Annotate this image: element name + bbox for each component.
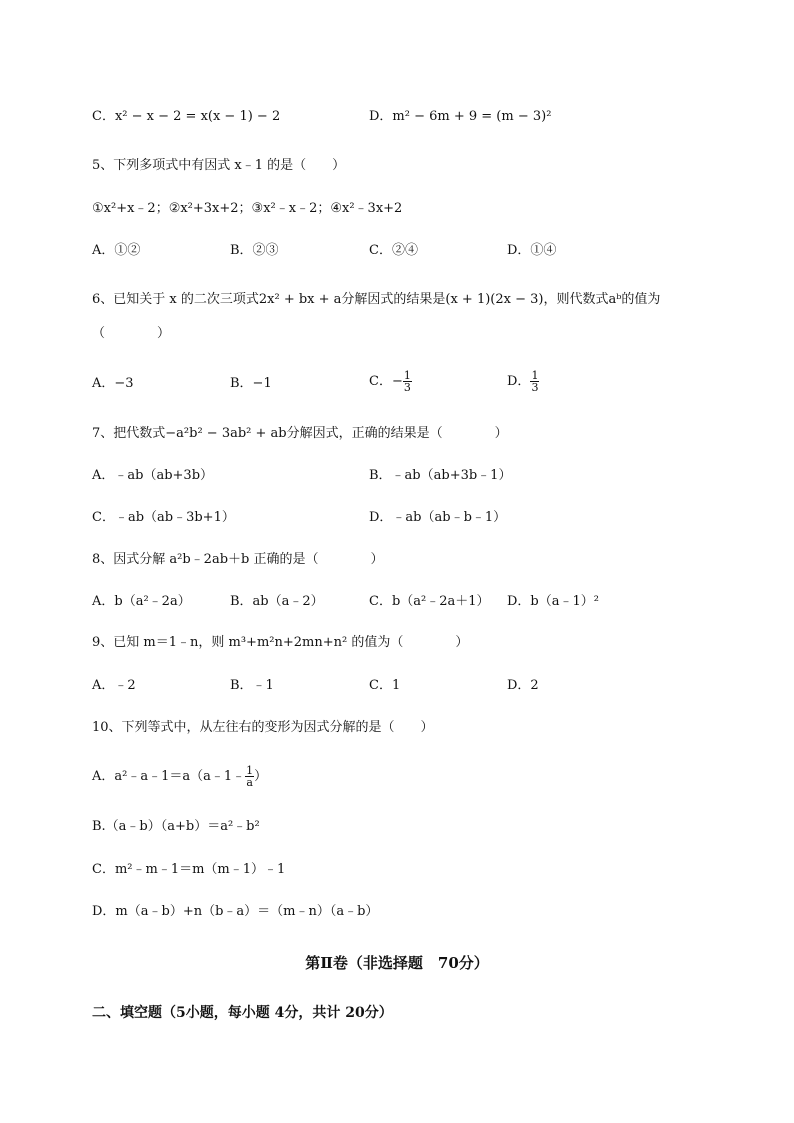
q8-option-d: D．b（a﹣1）² — [507, 594, 599, 609]
q8-option-b: B．ab（a﹣2） — [230, 594, 324, 609]
part-title: 二、填空题（5小题，每小题 4分，共计 20分） — [92, 1005, 393, 1021]
q10-option-c: C．m²﹣m﹣1＝m（m﹣1）﹣1 — [92, 862, 286, 877]
fraction-numerator: 1 — [403, 369, 411, 382]
fraction-denominator: 3 — [403, 381, 411, 394]
q6-option-d-prefix: D． — [507, 374, 531, 389]
q10-option-a-suffix: ） — [254, 769, 268, 784]
q9-option-b: B．﹣1 — [230, 678, 274, 693]
q8-option-a: A．b（a²﹣2a） — [92, 594, 191, 609]
q6-option-b: B．−1 — [230, 376, 272, 391]
q4-option-c: C．x² − x − 2 = x(x − 1) − 2 — [92, 109, 281, 124]
q6-option-c-fraction — [403, 370, 412, 393]
fraction-numerator: 1 — [531, 369, 539, 382]
q5-option-b: B．②③ — [230, 243, 279, 258]
section-title: 第Ⅱ卷（非选择题 70分） — [305, 954, 489, 972]
q5-option-c: C．②④ — [369, 243, 418, 258]
q9-stem: 9、已知 m＝1﹣n，则 m³+m²n+2mn+n² 的值为（ ） — [92, 635, 469, 650]
q7-stem: 7、把代数式−a²b² − 3ab² + ab分解因式，正确的结果是（ ） — [92, 426, 508, 441]
q6-option-d — [507, 370, 539, 393]
q7-option-a: A．﹣ab（ab+3b） — [92, 468, 214, 483]
q10-option-a — [92, 765, 267, 788]
q7-option-d: D．﹣ab（ab﹣b﹣1） — [369, 510, 507, 525]
q9-option-c: C．1 — [369, 678, 401, 693]
q10-stem: 10、下列等式中，从左往右的变形为因式分解的是（ ） — [92, 720, 434, 735]
q4-option-d: D．m² − 6m + 9 = (m − 3)² — [369, 109, 552, 124]
q8-option-c: C．b（a²﹣2a＋1） — [369, 594, 490, 609]
fraction-numerator: 1 — [246, 764, 254, 777]
q10-option-b: B.（a﹣b）（a+b）＝a²﹣b² — [92, 819, 260, 834]
q9-option-d: D．2 — [507, 678, 539, 693]
q8-stem: 8、因式分解 a²b﹣2ab＋b 正确的是（ ） — [92, 552, 384, 567]
q10-option-a-fraction — [245, 765, 254, 788]
q6-stem: 6、已知关于 x 的二次三项式2x² + bx + a分解因式的结果是(x + 1)(2x − 3)，则代数式aᵇ的值为 — [92, 292, 661, 307]
fraction-denominator: a — [246, 776, 253, 789]
q7-option-c: C．﹣ab（ab﹣3b+1） — [92, 510, 235, 525]
q6-option-d-fraction — [530, 370, 539, 393]
q6-option-a: A．−3 — [92, 376, 134, 391]
q7-option-b: B．﹣ab（ab+3b﹣1） — [369, 468, 512, 483]
q5-items: ①x²+x﹣2；②x²+3x+2；③x²﹣x﹣2；④x²﹣3x+2 — [92, 201, 403, 216]
q10-option-d: D．m（a﹣b）+n（b﹣a）＝（m﹣n）（a﹣b） — [92, 904, 379, 919]
q6-paren: （ ） — [92, 326, 171, 341]
q6-option-c-prefix: C．− — [369, 374, 403, 389]
q5-option-a: A．①② — [92, 243, 141, 258]
fraction-denominator: 3 — [531, 381, 539, 394]
q5-stem: 5、下列多项式中有因式 x﹣1 的是（ ） — [92, 158, 346, 173]
q6-option-c — [369, 370, 412, 393]
q5-option-d: D．①④ — [507, 243, 557, 258]
q10-option-a-prefix: A．a²﹣a﹣1＝a（a﹣1﹣ — [92, 769, 246, 784]
q9-option-a: A．﹣2 — [92, 678, 136, 693]
